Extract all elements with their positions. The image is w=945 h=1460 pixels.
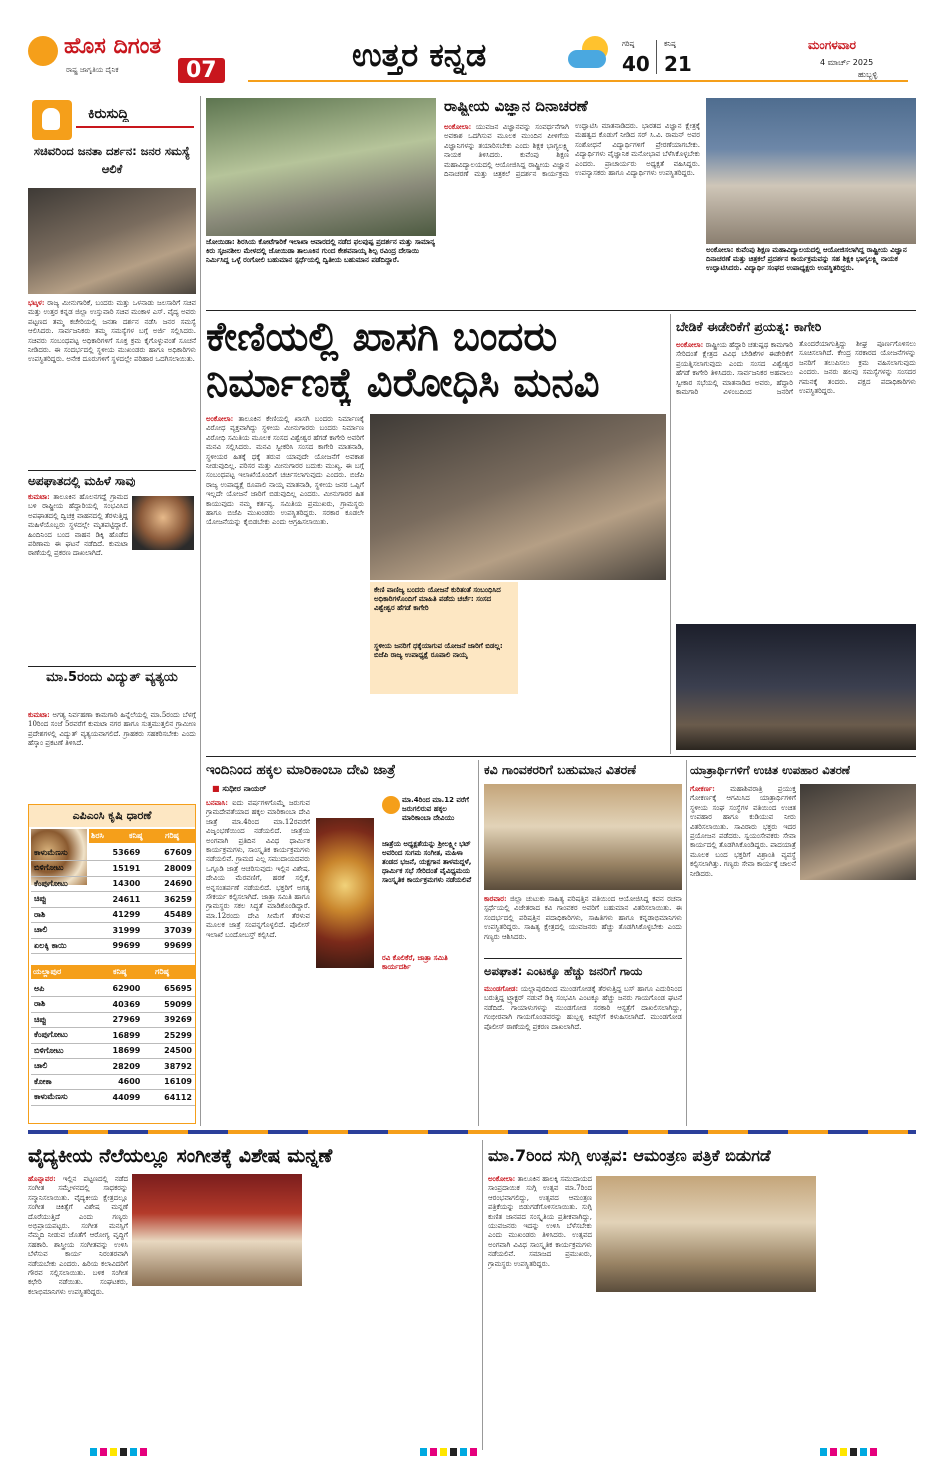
yatra-headline: ಯಾತ್ರಾರ್ಥಿಗಳಿಗೆ ಉಚಿತ ಉಪಹಾರ ವಿತರಣೆ [690,763,851,777]
table-row [31,892,195,908]
max-price: 39269 [143,1012,195,1028]
vaidya-photo [132,1174,302,1286]
marikamba-box-body: ಜಾತ್ರೆಯ ಅಧ್ಯಕ್ಷತೆಯನ್ನು ಶ್ರೀಲಕ್ಷ್ಮೀ ಭಟ್ ಅವರಿಂದ ಸುಗಮ ಸಂಗೀತ, ಮಹಿಳಾ ತಂಡದ ಭಜನೆ, ಯಕ್ಷಗಾನ ತಾಳಮದ್ದಳೆ, ಧಾರ್ಮಿಕ ಸಭೆ ಸೇರಿದಂತೆ ವೈವಿಧ್ಯಮಯ ಸಾಂಸ್ಕೃತಿಕ ಕಾರ್ಯಕ್ರಮಗಳು ನಡೆಯಲಿವೆ [382,840,474,952]
weather-max: 40 [622,52,650,76]
bedkeni-text: ರಾಷ್ಟ್ರೀಯ ಹೆದ್ದಾರಿ ಚತುಷ್ಪಥ ಕಾಮಗಾರಿ ಸೇರಿದಂತೆ ಕ್ಷೇತ್ರದ ವಿವಿಧ ಬೇಡಿಕೆಗಳ ಈಡೇರಿಕೆಗೆ ಪ್ರಯತ್ನಿಸಲಾಗುವುದು ಎಂದು ಸಂಸದ ವಿಶ್ವೇಶ್ವರ ಹೆಗಡೆ ಕಾಗೇರಿ ತಿಳಿಸಿದರು. ಸಾರ್ವಜನಿಕರ ಅಹವಾಲು ಸ್ವೀಕಾರ ಸಭೆಯಲ್ಲಿ ಮಾತನಾಡಿದ ಅವರು, ಹೆದ್ದಾರಿ ಕಾಮಗಾರಿ ವಿಳಂಬದಿಂದ ಜನರಿಗೆ ತೊಂದರೆಯಾಗುತ್ತಿದ್ದು ಶೀಘ್ರ ಪೂರ್ಣಗೊಳಿಸಲು ಸೂಚಿಸಲಾಗಿದೆ. ಕೇಂದ್ರ ಸರಕಾರದ ಯೋಜನೆಗಳನ್ನು ಜನರಿಗೆ ತಲುಪಿಸಲು ಕ್ರಮ ವಹಿಸಲಾಗುವುದು ಎಂದರು. ಜನರು ಹಲವು ಸಮಸ್ಯೆಗಳನ್ನು ಸಂಸದರ ಗಮನಕ್ಕೆ ತಂದರು. ಪಕ್ಷದ ಪದಾಧಿಕಾರಿಗಳು ಉಪಸ್ಥಿತರಿದ್ದರು. [676,340,916,397]
max-price: 65695 [143,981,195,997]
min-price: 16899 [92,1028,144,1044]
date: 4 ಮಾರ್ಚ್ 2025 [820,58,874,67]
vaidya-text: ಇಲ್ಲಿನ ಪಟ್ಟಣದಲ್ಲಿ ನಡೆದ ಸಂಗೀತ ಸಮ್ಮೇಳನದಲ್ಲಿ ಸಾಧಕರನ್ನು ಸನ್ಮಾನಿಸಲಾಯಿತು. ವೈದ್ಯಕೀಯ ಕ್ಷೇತ್ರದಲ್ಲೂ ಸಂಗೀತ ಚಿಕಿತ್ಸೆಗೆ ವಿಶೇಷ ಮನ್ನಣೆ ದೊರೆಯುತ್ತಿದೆ ಎಂದು ಗಣ್ಯರು ಅಭಿಪ್ರಾಯಪಟ್ಟರು. ಸಂಗೀತ ಮನಸ್ಸಿಗೆ ನೆಮ್ಮದಿ ನೀಡುವ ಜೊತೆಗೆ ಆರೋಗ್ಯ ವೃದ್ಧಿಗೆ ಸಹಕಾರಿ. ಶಾಸ್ತ್ರೀಯ ಸಂಗೀತವನ್ನು ಉಳಿಸಿ ಬೆಳೆಸುವ ಕಾರ್ಯ ನಿರಂತರವಾಗಿ ನಡೆಯಬೇಕು ಎಂದರು. ಹಿರಿಯ ಕಲಾವಿದರಿಗೆ ಗೌರವ ಸಲ್ಲಿಸಲಾಯಿತು. ಬಳಿಕ ಸಂಗೀತ ಕಛೇರಿ ನಡೆಯಿತು. ಸಂಘಟಕರು, ಕಲಾಭಿಮಾನಿಗಳು ಉಪಸ್ಥಿತರಿದ್ದರು. [28,1175,128,1296]
kavi-dateline: ಕಾರವಾರ: [484,894,507,903]
weather-max-label: ಗರಿಷ್ಠ [622,40,635,48]
bedkeni-headline: ಬೇಡಿಕೆ ಈಡೇರಿಕೆಗೆ ಪ್ರಯತ್ನ: ಕಾಗೇರಿ [676,319,822,334]
table-row [31,1028,195,1044]
marikamba-photo-caption: ರವಿ ಕೊಲಿಕೆರೆ, ಜಾತ್ರಾ ಸಮಿತಿ ಕಾರ್ಯದರ್ಶಿ [382,954,474,972]
table-row [31,907,195,923]
marikamba-photo [316,818,374,968]
yellapur-table [31,981,195,1106]
max-price: 59099 [143,997,195,1013]
marikamba-dateline: ಬನವಾಸಿ: [206,798,228,807]
lead-dateline: ಅಂಕೋಲಾ: [206,414,234,423]
sirsi-min-label: ಕನಿಷ್ಠ [129,831,143,840]
min-price: 41299 [92,907,144,923]
lead-text: ತಾಲೂಕಿನ ಕೇಣಿಯಲ್ಲಿ ಖಾಸಗಿ ಬಂದರು ನಿರ್ಮಾಣಕ್ಕೆ ವಿರೋಧ ವ್ಯಕ್ತವಾಗಿದ್ದು ಸ್ಥಳೀಯ ಮೀನುಗಾರರು ಬಂದರು ನಿರ್ಮಾಣ ವಿರೋಧಿ ಸಮಿತಿಯ ಮೂಲಕ ಸಂಸದ ವಿಶ್ವೇಶ್ವರ ಹೆಗಡೆ ಕಾಗೇರಿ ಅವರಿಗೆ ಮನವಿ ಸಲ್ಲಿಸಿದರು. ಮನವಿ ಸ್ವೀಕರಿಸಿ ಸಂಸದ ಕಾಗೇರಿ ಮಾತನಾಡಿ, ಸ್ಥಳೀಯರ ಹಿತಕ್ಕೆ ಧಕ್ಕೆ ತರುವ ಯಾವುದೇ ಯೋಜನೆಗೆ ಅವಕಾಶ ನೀಡುವುದಿಲ್ಲ. ಪರಿಸರ ಮತ್ತು ಮೀನುಗಾರರ ಬದುಕು ಮುಖ್ಯ. ಈ ಬಗ್ಗೆ ಸಂಬಂಧಪಟ್ಟ ಇಲಾಖೆಯೊಂದಿಗೆ ಚರ್ಚಿಸಲಾಗುವುದು ಎಂದರು. ಬಿಜೆಪಿ ರಾಜ್ಯ ಉಪಾಧ್ಯಕ್ಷೆ ರೂಪಾಲಿ ನಾಯ್ಕ ಮಾತನಾಡಿ, ಸ್ಥಳೀಯ ಜನರ ಒಪ್ಪಿಗೆ ಇಲ್ಲದೇ ಯೋಜನೆ ಜಾರಿಗೆ ಬಿಡುವುದಿಲ್ಲ ಎಂದರು. ಮೀನುಗಾರರ ಹಿತ ಕಾಯುವುದು ನಮ್ಮ ಕರ್ತವ್ಯ. ಸಮಿತಿಯ ಪ್ರಮುಖರು, ಗ್ರಾಮಸ್ಥರು ಹಾಗೂ ಬಿಜೆಪಿ ಮುಖಂಡರು ಉಪಸ್ಥಿತರಿದ್ದರು. ಸರಕಾರ ಕೂಡಲೇ ಯೋಜನೆಯನ್ನು ಕೈಬಿಡಬೇಕು ಎಂದು ಆಗ್ರಹಿಸಲಾಯಿತು. [206,415,364,527]
max-price: 67609 [143,845,195,861]
story2-text: ತಾಲೂಕಿನ ಹೊಲನಗದ್ದೆ ಗ್ರಾಮದ ಬಳಿ ರಾಷ್ಟ್ರೀಯ ಹೆದ್ದಾರಿಯಲ್ಲಿ ಸಂಭವಿಸಿದ ಅಪಘಾತದಲ್ಲಿ ದ್ವಿಚಕ್ರ ವಾಹನದಲ್ಲಿ ತೆರಳುತ್ತಿದ್ದ ಮಹಿಳೆಯೊಬ್ಬರು ಸ್ಥಳದಲ್ಲೇ ಮೃತಪಟ್ಟಿದ್ದಾರೆ. ಹಿಂದಿನಿಂದ ಬಂದ ವಾಹನ ಡಿಕ್ಕಿ ಹೊಡೆದ ಪರಿಣಾಮ ಈ ಘಟನೆ ನಡೆದಿದೆ. ಕುಮಟಾ ಠಾಣೆಯಲ್ಲಿ ಪ್ರಕರಣ ದಾಖಲಾಗಿದೆ. [28,493,128,558]
sirsi-rates [31,845,195,954]
table-row [31,1043,195,1059]
commodity: ಚಿಪ್ಪು [31,892,92,908]
exhibition-photo [206,98,436,236]
yatra-text: ಮಹಾಶಿವರಾತ್ರಿ ಪ್ರಯುಕ್ತ ಗೋಕರ್ಣಕ್ಕೆ ಆಗಮಿಸಿದ ಯಾತ್ರಾರ್ಥಿಗಳಿಗೆ ಸ್ಥಳೀಯ ಸಂಘ ಸಂಸ್ಥೆಗಳ ವತಿಯಿಂದ ಉಚಿತ ಉಪಹಾರ ಹಾಗೂ ಕುಡಿಯುವ ನೀರು ವಿತರಿಸಲಾಯಿತು. ಸಾವಿರಾರು ಭಕ್ತರು ಇದರ ಪ್ರಯೋಜನ ಪಡೆದರು. ಸ್ವಯಂಸೇವಕರು ಸೇವಾ ಕಾರ್ಯದಲ್ಲಿ ತೊಡಗಿಸಿಕೊಂಡಿದ್ದರು. ಪಾದಯಾತ್ರೆ ಮೂಲಕ ಬಂದ ಭಕ್ತರಿಗೆ ವಿಶ್ರಾಂತಿ ವ್ಯವಸ್ಥೆ ಕಲ್ಪಿಸಲಾಗಿತ್ತು. ಗಣ್ಯರು ಸೇವಾ ಕಾರ್ಯಕ್ಕೆ ಚಾಲನೆ ನೀಡಿದರು. [690,785,796,878]
max-price: 25299 [143,1028,195,1044]
max-price: 64112 [143,1090,195,1106]
story2-photo [132,496,194,550]
marikamba-byline [212,784,266,794]
story1-photo [28,188,196,294]
story2-body [28,492,128,564]
table-row [31,876,195,892]
day: ಮಂಗಳವಾರ [808,38,857,52]
max-price: 45489 [143,907,195,923]
min-price: 99699 [92,938,144,954]
science-text: ಯುವಜನ ವಿಜ್ಞಾನವನ್ನು ಸಂವರ್ಧನೆಗಾಗಿ ಅವಕಾಶ ಒದಗಿಸುವ ಮೂಲಕ ಮುಂದಿನ ಪೀಳಿಗೆಯ ವಿಜ್ಞಾನಿಗಳನ್ನು ತಯಾರಿಸಬೇಕು ಎಂದು ಶಿಕ್ಷಕ ಭಾಗ್ಯಲಕ್ಷ್ಮಿ ನಾಯಕ ತಿಳಿಸಿದರು. ಕುವೆಂಪು ಶಿಕ್ಷಣ ಮಹಾವಿದ್ಯಾಲಯದಲ್ಲಿ ಆಯೋಜಿಸಿದ್ದ ರಾಷ್ಟ್ರೀಯ ವಿಜ್ಞಾನ ದಿನಾಚರಣೆ ಮತ್ತು ಚಿತ್ರಕಲೆ ಪ್ರದರ್ಶನ ಕಾರ್ಯಕ್ರಮ ಉದ್ಘಾಟಿಸಿ ಮಾತನಾಡಿದರು. ಭಾರತದ ವಿಜ್ಞಾನ ಕ್ಷೇತ್ರಕ್ಕೆ ಮಹತ್ವದ ಕೊಡುಗೆ ನೀಡಿದ ಸರ್ ಸಿ.ವಿ. ರಾಮನ್ ಅವರ ಸಂಶೋಧನೆ ವಿದ್ಯಾರ್ಥಿಗಳಿಗೆ ಪ್ರೇರಣೆಯಾಗಬೇಕು. ವಿದ್ಯಾರ್ಥಿಗಳು ವೈಜ್ಞಾನಿಕ ಮನೋಭಾವ ಬೆಳೆಸಿಕೊಳ್ಳಬೇಕು ಎಂದರು. ಪ್ರಾಚಾರ್ಯರು ಅಧ್ಯಕ್ಷತೆ ವಹಿಸಿದ್ದರು. ಉಪನ್ಯಾಸಕರು ಹಾಗೂ ವಿದ್ಯಾರ್ಥಿಗಳು ಉಪಸ್ಥಿತರಿದ್ದರು. [444,122,700,179]
brand-block [28,34,238,84]
divider [484,958,682,959]
min-price: 18699 [92,1043,144,1059]
apmc-box [28,804,196,1124]
registration-marks-right [820,1448,880,1456]
table-row [31,1012,195,1028]
commodity: ಕೆಂಪುಗೋಟು [31,876,92,892]
table-row [31,1090,195,1106]
commodity: ಬಿಳಿಗೋಟು [31,1043,92,1059]
max-price: 24500 [143,1043,195,1059]
suggi-body-col2 [596,1296,816,1446]
registration-marks-left [90,1448,150,1456]
vaidya-body-col2 [132,1290,302,1446]
divider [28,666,196,667]
hand-icon [42,108,60,130]
suggi-headline: ಮಾ.7ರಿಂದ ಸುಗ್ಗಿ ಉತ್ಸವ: ಆಮಂತ್ರಣ ಪತ್ರಿಕೆ ಬಿಡುಗಡೆ [488,1146,771,1165]
commodity: ರಾಶಿ [31,907,92,923]
section-divider [206,756,916,757]
yatra-dateline: ಗೋಕರ್ಣ: [690,784,715,793]
science-caption: ಅಂಕೋಲಾ: ಕುವೆಂಪು ಶಿಕ್ಷಣ ಮಹಾವಿದ್ಯಾಲಯದಲ್ಲಿ ಆಯೋಜಿಸಲಾಗಿದ್ದ ರಾಷ್ಟ್ರೀಯ ವಿಜ್ಞಾನ ದಿನಾಚರಣೆ ಮತ್ತು ಚಿತ್ರಕಲೆ ಪ್ರದರ್ಶನ ಕಾರ್ಯಕ್ರಮವನ್ನು ಸಹ ಶಿಕ್ಷಕಿ ಭಾಗ್ಯಲಕ್ಷ್ಮಿ ನಾಯಕ ಉದ್ಘಾಟಿಸಿದರು. ವಿದ್ಯಾರ್ಥಿ ಸಂಘದ ಉಪಾಧ್ಯಕ್ಷರು ಉಪಸ್ಥಿತರಿದ್ದರು. [706,246,916,302]
vaidya-dateline: ಹೊನ್ನಾವರ: [28,1174,56,1183]
apaghata-text: ಯಲ್ಲಾಪುರದಿಂದ ಮುಂಡಗೋಡಕ್ಕೆ ತೆರಳುತ್ತಿದ್ದ ಬಸ್ ಹಾಗೂ ಎದುರಿನಿಂದ ಬರುತ್ತಿದ್ದ ಟ್ರ್ಯಾಕ್ಟರ್ ನಡುವೆ ಡಿಕ್ಕಿ ಸಂಭವಿಸಿ ಎಂಟಕ್ಕೂ ಹೆಚ್ಚು ಜನರು ಗಾಯಗೊಂಡ ಘಟನೆ ನಡೆದಿದೆ. ಗಾಯಾಳುಗಳನ್ನು ಮುಂಡಗೋಡ ಸರಕಾರಿ ಆಸ್ಪತ್ರೆಗೆ ದಾಖಲಿಸಲಾಗಿದ್ದು, ಗಂಭೀರವಾಗಿ ಗಾಯಗೊಂಡವರನ್ನು ಹುಬ್ಬಳ್ಳಿ ಕಿಮ್ಸ್‌ಗೆ ಕಳುಹಿಸಲಾಗಿದೆ. ಮುಂಡಗೋಡ ಪೊಲೀಸ್ ಠಾಣೆಯಲ್ಲಿ ಪ್ರಕರಣ ದಾಖಲಾಗಿದೆ. [484,985,682,1031]
lead-body-col3 [522,584,666,750]
max-price: 16109 [143,1074,195,1090]
story3-text: ಅಗತ್ಯ ನಿರ್ವಹಣಾ ಕಾಮಗಾರಿ ಹಿನ್ನೆಲೆಯಲ್ಲಿ ಮಾ.5ರಂದು ಬೆಳಗ್ಗೆ 10ರಿಂದ ಸಂಜೆ 5ರವರೆಗೆ ಕುಮಟಾ ನಗರ ಹಾಗೂ ಸುತ್ತಮುತ್ತಲಿನ ಗ್ರಾಮೀಣ ಪ್ರದೇಶಗಳಲ್ಲಿ ವಿದ್ಯುತ್ ವ್ಯತ್ಯಯವಾಗಲಿದೆ. ಗ್ರಾಹಕರು ಸಹಕರಿಸಬೇಕು ಎಂದು ಹೆಸ್ಕಾಂ ಪ್ರಕಟಣೆ ತಿಳಿಸಿದೆ. [28,711,196,748]
weather-min: 21 [664,52,692,76]
commodity: ಕಾಳುಮೆಣಸು [31,845,92,861]
divider [28,470,196,471]
sirsi-place: ಶಿರಸಿ [91,831,104,840]
min-price: 44099 [92,1090,144,1106]
min-price: 62900 [92,981,144,997]
commodity: ಏಲಕ್ಕಿ ಕಾಯಿ [31,938,92,954]
masthead-rule [248,80,908,82]
table-row [31,845,195,861]
marikamba-headline: ಇಂದಿನಿಂದ ಹಕ್ಕಲ ಮಾರಿಕಾಂಬಾ ದೇವಿ ಜಾತ್ರೆ [206,762,396,778]
story2-body-cont [28,566,196,628]
min-price: 31999 [92,923,144,939]
weather-divider [656,40,657,74]
min-price: 53669 [92,845,144,861]
apaghata-headline: ಅಪಘಾತ: ಎಂಟಕ್ಕೂ ಹೆಚ್ಚು ಜನರಿಗೆ ಗಾಯ [484,964,643,978]
sirsi-max-label: ಗರಿಷ್ಠ [165,831,179,840]
kavi-text: ಜಿಲ್ಲಾ ಚುಟುಕು ಸಾಹಿತ್ಯ ಪರಿಷತ್ತಿನ ವತಿಯಿಂದ ಆಯೋಜಿಸಿದ್ದ ಕವನ ರಚನಾ ಸ್ಪರ್ಧೆಯಲ್ಲಿ ವಿಜೇತರಾದ ಕವಿ ಗಾಂವಕರ ಅವರಿಗೆ ಬಹುಮಾನ ವಿತರಿಸಲಾಯಿತು. ಈ ಸಂದರ್ಭದಲ್ಲಿ ಪರಿಷತ್ತಿನ ಪದಾಧಿಕಾರಿಗಳು, ಸಾಹಿತಿಗಳು ಹಾಗೂ ಕನ್ನಡಾಭಿಮಾನಿಗಳು ಉಪಸ್ಥಿತರಿದ್ದರು. ಸಾಹಿತ್ಯ ಕ್ಷೇತ್ರದಲ್ಲಿ ಯುವಜನರು ಹೆಚ್ಚು ತೊಡಗಿಸಿಕೊಳ್ಳಬೇಕು ಎಂದು ಗಣ್ಯರು ಆಶಿಸಿದರು. [484,895,682,941]
yatra-photo [800,784,916,880]
table-row [31,997,195,1013]
yellapur-rates [31,981,195,1106]
table-row [31,938,195,954]
apaghata-dateline: ಮುಂಡಗೋಡ: [484,984,519,993]
max-price: 37039 [143,923,195,939]
min-price: 4600 [92,1074,144,1090]
min-price: 40369 [92,997,144,1013]
commodity: ಚಾಲಿ [31,1059,92,1075]
vaidya-body-col3 [306,1174,478,1446]
science-dateline: ಅಂಕೋಲಾ: [444,122,472,131]
city: ಹುಬ್ಬಳ್ಳಿ [858,70,878,79]
story1-headline: ಸಚಿವರಿಂದ ಜನತಾ ದರ್ಶನ: ಜನರ ಸಮಸ್ಯೆ ಆಲಿಕೆ [33,144,191,176]
edition-title: ಉತ್ತರ ಕನ್ನಡ [352,36,487,74]
max-price: 24690 [143,876,195,892]
exhibition-caption: ಜೋಯಿಡಾ: ಶಿರಸಿಯ ಕೋಟೆಗಾರಿಕೆ ಇಲಾಖಾ ಆವಾರದಲ್ಲಿ ನಡೆದ ಫಲಪುಷ್ಪ ಪ್ರದರ್ಶನ ಮತ್ತು ಸಾಮಾನ್ಯ ಕಿರು ಸೃಜನಶೀಲ ಮೇಳದಲ್ಲಿ ಜೋಯಿಡಾ ತಾಲೂಕಿನ ಗುಂದ ಕೇಶವನಾಯ್ಕ ಶಿಲ್ಪ ರವಿಂದ್ರ ದೇಸಾಯಿ ನಿರ್ಮಿಸಿದ್ದ ಒಳ್ಳೆ ರಂಗೋಲಿ ಬಹುಮಾನ ಸ್ಪರ್ಧೆಯಲ್ಲಿ ದ್ವಿತೀಯ ಬಹುಮಾನ ಪಡೆದಿದ್ದಾರೆ. [206,238,436,278]
commodity: ಕಾಳುಮೆಣಸು [31,1090,92,1106]
yatra-body-col2 [800,884,916,1126]
column-divider [200,96,201,1126]
bedkeni-photo [676,624,916,750]
science-body [444,122,700,312]
lead-headline-text: ಕೇಣಿಯಲ್ಲಿ ಖಾಸಗಿ ಬಂದರು ನಿರ್ಮಾಣಕ್ಕೆ ವಿರೋಧಿಸಿ ಮನವಿ [206,314,600,406]
commodity: ಚಾಲಿ [31,923,92,939]
column-divider [478,760,479,1126]
apmc-title: ಎಪಿಎಂಸಿ ಕೃಷಿ ಧಾರಣೆ [29,805,195,827]
vaidya-body-col1 [28,1174,128,1446]
commodity: ಕೋಕಾ [31,1074,92,1090]
kavi-body [484,894,682,958]
min-price: 27969 [92,1012,144,1028]
story1-dateline: ಭಟ್ಕಳ: [28,298,45,307]
lead-headline [206,314,666,410]
yellapur-place: ಯಲ್ಲಾಪುರ [33,967,62,976]
kirusuddi-label: ಕಿರುಸುದ್ದಿ [88,106,129,122]
column-divider [670,314,671,754]
kavi-headline: ಕವಿ ಗಾಂವಕರರಿಗೆ ಬಹುಮಾನ ವಿತರಣೆ [484,762,637,777]
apaghata-body [484,984,682,1126]
story3-headline: ಮಾ.5ರಂದು ವಿದ್ಯುತ್ ವ್ಯತ್ಯಯ [46,670,178,685]
max-price: 36259 [143,892,195,908]
brand-logo-icon [28,36,58,66]
lead-quote1: ಕೇಣಿ ವಾಣಿಜ್ಯ ಬಂದರು ಯೋಜನೆ ಕುರಿತಂತೆ ಸಂಬಂಧಿಸಿದ ಅಧಿಕಾರಿಗಳೊಂದಿಗೆ ಮಾಹಿತಿ ಪಡೆದು ಚರ್ಚೆ: ಸಂಸದ ವಿಶ್ವೇಶ್ವರ ಹೆಗಡೆ ಕಾಗೇರಿ [374,586,501,612]
byline-name: ಸುಧೀರ ನಾಯರ್ [222,784,267,793]
yellapur-header [31,965,195,979]
science-photo [706,98,916,244]
commodity: ಅಪಿ [31,981,92,997]
table-row [31,861,195,877]
column-divider [482,1140,483,1450]
story3-dateline: ಕುಮಟಾ: [28,710,50,719]
brand-tagline: ರಾಷ್ಟ್ರ ಜಾಗೃತಿಯ ದೈನಿಕ [66,66,119,74]
bottom-stripe [28,1130,916,1134]
table-row [31,923,195,939]
min-price: 14300 [92,876,144,892]
commodity: ರಾಶಿ [31,997,92,1013]
marikamba-box-icon [382,796,400,814]
min-price: 28209 [92,1059,144,1075]
brand-name: ಹೊಸ ದಿಗಂತ [64,34,162,59]
story1-text: ರಾಜ್ಯ ಮೀನುಗಾರಿಕೆ, ಬಂದರು ಮತ್ತು ಒಳನಾಡು ಜಲಸಾರಿಗೆ ಸಚಿವ ಮತ್ತು ಉತ್ತರ ಕನ್ನಡ ಜಿಲ್ಲಾ ಉಸ್ತುವಾರಿ ಸಚಿವ ಮಂಕಾಳ ಎಸ್. ವೈದ್ಯ ಅವರು ಪಟ್ಟಣದ ತಮ್ಮ ಕಚೇರಿಯಲ್ಲಿ ಜನತಾ ದರ್ಶನ ನಡೆಸಿ ಜನರ ಸಮಸ್ಯೆ ಆಲಿಸಿದರು. ಸಾರ್ವಜನಿಕರು ತಮ್ಮ ಸಮಸ್ಯೆಗಳ ಬಗ್ಗೆ ಅರ್ಜಿ ಸಲ್ಲಿಸಿದರು. ಸಚಿವರು ಸಂಬಂಧಪಟ್ಟ ಅಧಿಕಾರಿಗಳಿಗೆ ಸೂಕ್ತ ಕ್ರಮ ಕೈಗೊಳ್ಳುವಂತೆ ಸೂಚನೆ ನೀಡಿದರು. ಈ ಸಂದರ್ಭದಲ್ಲಿ ಸ್ಥಳೀಯ ಮುಖಂಡರು ಹಾಗೂ ಅಧಿಕಾರಿಗಳು ಉಪಸ್ಥಿತರಿದ್ದರು. ಅನೇಕ ದೂರುಗಳಿಗೆ ಸ್ಥಳದಲ್ಲೇ ಪರಿಹಾರ ಒದಗಿಸಲಾಯಿತು. [28,299,196,364]
page-number: 07 [178,58,225,83]
yatra-body-col1 [690,784,796,1126]
weather-icon [568,36,612,72]
yellapur-max-label: ಗರಿಷ್ಠ [155,967,169,976]
story3-body [28,710,196,798]
yellapur-min-label: ಕನಿಷ್ಠ [113,967,127,976]
bedkeni-dateline: ಅಂಕೋಲಾ: [676,340,704,349]
suggi-text: ತಾಲೂಕಿನ ಹಾಲಕ್ಕಿ ಸಮುದಾಯದ ಸಾಂಪ್ರದಾಯಿಕ ಸುಗ್ಗಿ ಉತ್ಸವ ಮಾ.7ರಿಂದ ಆರಂಭವಾಗಲಿದ್ದು, ಉತ್ಸವದ ಆಮಂತ್ರಣ ಪತ್ರಿಕೆಯನ್ನು ಬಿಡುಗಡೆಗೊಳಿಸಲಾಯಿತು. ಸುಗ್ಗಿ ಕುಣಿತ ಜಾನಪದ ಸಂಸ್ಕೃತಿಯ ಪ್ರತೀಕವಾಗಿದ್ದು, ಯುವಜನರು ಇದನ್ನು ಉಳಿಸಿ ಬೆಳೆಸಬೇಕು ಎಂದು ಮುಖಂಡರು ತಿಳಿಸಿದರು. ಉತ್ಸವದ ಅಂಗವಾಗಿ ವಿವಿಧ ಸಾಂಸ್ಕೃತಿಕ ಕಾರ್ಯಕ್ರಮಗಳು ನಡೆಯಲಿವೆ. ಸಮಾಜದ ಪ್ರಮುಖರು, ಗ್ರಾಮಸ್ಥರು ಉಪಸ್ಥಿತರಿದ್ದರು. [488,1175,592,1268]
lead-quote2: ಸ್ಥಳೀಯ ಜನರಿಗೆ ಧಕ್ಕೆಯಾಗುವ ಯೋಜನೆ ಜಾರಿಗೆ ಬಿಡಲ್ಲ: ಬಿಜೆಪಿ ರಾಜ್ಯ ಉಪಾಧ್ಯಕ್ಷೆ ರೂಪಾಲಿ ನಾಯ್ಕ [374,642,503,659]
bedkeni-body [676,340,916,620]
suggi-body-col3 [820,1176,916,1446]
masthead [0,0,945,92]
lead-photo [370,414,666,580]
vaidya-headline: ವೈದ್ಯಕೀಯ ನೆಲೆಯಲ್ಲೂ ಸಂಗೀತಕ್ಕೆ ವಿಶೇಷ ಮನ್ನಣೆ [28,1145,333,1167]
lead-body-col1 [206,414,364,750]
story2-dateline: ಕುಮಟಾ: [28,492,50,501]
story2-headline: ಅಪಘಾತದಲ್ಲಿ ಮಹಿಳೆ ಸಾವು [28,474,136,488]
marikamba-text: ಐದು ವರ್ಷಗಳಿಗೊಮ್ಮೆ ಜರುಗುವ ಗ್ರಾಮದೇವತೆಯಾದ ಹಕ್ಕಲ ಮಾರಿಕಾಂಬಾ ದೇವಿ ಜಾತ್ರೆ ಮಾ.4ರಿಂದ ಮಾ.12ರವರೆಗೆ ವಿಜೃಂಭಣೆಯಿಂದ ನಡೆಯಲಿದೆ. ಜಾತ್ರೆಯ ಅಂಗವಾಗಿ ಪ್ರತಿದಿನ ವಿವಿಧ ಧಾರ್ಮಿಕ ಕಾರ್ಯಕ್ರಮಗಳು, ಸಾಂಸ್ಕೃತಿಕ ಕಾರ್ಯಕ್ರಮಗಳು ನಡೆಯಲಿವೆ. ಗ್ರಾಮದ ಎಲ್ಲ ಸಮುದಾಯದವರು ಒಗ್ಗೂಡಿ ಜಾತ್ರೆ ಆಚರಿಸುವುದು ಇಲ್ಲಿನ ವಿಶೇಷ. ದೇವಿಯ ಮೆರವಣಿಗೆ, ಹರಕೆ ಸಲ್ಲಿಕೆ, ಅನ್ನಸಂತರ್ಪಣೆ ನಡೆಯಲಿದೆ. ಭಕ್ತರಿಗೆ ಅಗತ್ಯ ಸೌಕರ್ಯ ಕಲ್ಪಿಸಲಾಗಿದೆ. ಜಾತ್ರಾ ಸಮಿತಿ ಹಾಗೂ ಗ್ರಾಮಸ್ಥರು ಸಕಲ ಸಿದ್ಧತೆ ಮಾಡಿಕೊಂಡಿದ್ದಾರೆ. ಮಾ.12ರಂದು ದೇವಿ ಸೀಮೆಗೆ ತೆರಳುವ ಮೂಲಕ ಜಾತ್ರೆ ಸಂಪನ್ನಗೊಳ್ಳಲಿದೆ. ಪೊಲೀಸ್ ಇಲಾಖೆ ಬಂದೋಬಸ್ತ್ ಕಲ್ಪಿಸಿದೆ. [206,799,310,939]
suggi-dateline: ಅಂಕೋಲಾ: [488,1174,516,1183]
lead-quote-box [370,582,518,694]
marikamba-body-col3 [316,974,474,1126]
table-row [31,1059,195,1075]
sirsi-table [31,845,195,954]
weather-min-label: ಕನಿಷ್ಠ [664,40,676,48]
byline-bullet: ■ [212,784,223,793]
suggi-photo [596,1176,816,1292]
left-column [28,96,196,1126]
min-price: 15191 [92,861,144,877]
science-headline: ರಾಷ್ಟ್ರೀಯ ವಿಜ್ಞಾನ ದಿನಾಚರಣೆ [444,97,588,115]
section-divider [206,310,916,311]
min-price: 24611 [92,892,144,908]
story1-body [28,298,196,434]
commodity: ಚಿಪ್ಪು [31,1012,92,1028]
suggi-body-col1 [488,1174,592,1446]
table-row [31,1074,195,1090]
marikamba-box [382,796,474,972]
max-price: 38792 [143,1059,195,1075]
registration-marks-mid [420,1448,480,1456]
kavi-photo [484,784,682,890]
table-row [31,981,195,997]
marikamba-body-col1 [206,798,310,1126]
max-price: 28009 [143,861,195,877]
kirusuddi-rule [76,126,194,128]
column-divider [686,760,687,1126]
marikamba-box-title: ಮಾ.4ರಿಂದ ಮಾ.12 ವರೆಗೆ ಜರುಗಲಿರುವ ಹಕ್ಕಲ ಮಾರಿಕಾಂಬಾ ದೇವಿಯು [402,796,474,836]
sirsi-header [89,829,195,843]
commodity: ಕೆಂಪುಗೋಟು [31,1028,92,1044]
commodity: ಬಿಳಿಗೋಟು [31,861,92,877]
max-price: 99699 [143,938,195,954]
